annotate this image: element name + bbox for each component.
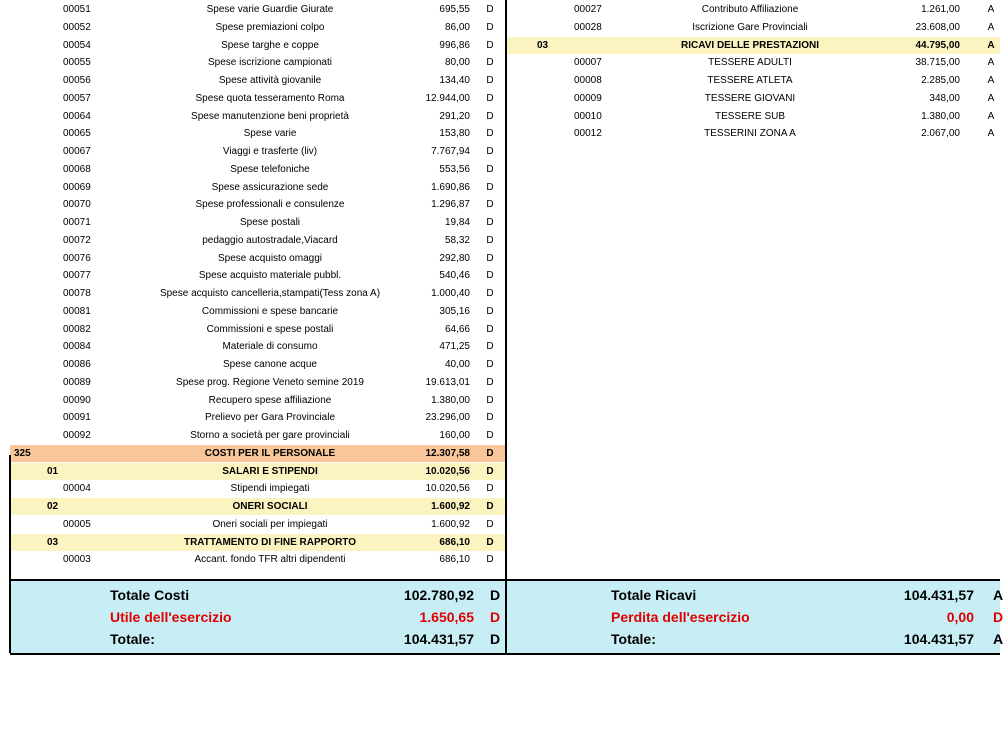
- account-description: Spese postali: [239, 217, 301, 228]
- account-amount: 540,46: [439, 270, 470, 282]
- total-row: [0, 584, 1003, 606]
- debit-credit: A: [987, 39, 995, 51]
- account-sublevel: 01: [47, 465, 59, 477]
- account-code: 00003: [63, 554, 91, 566]
- account-description: pedaggio autostradale,Viacard: [202, 234, 338, 246]
- account-amount: 23.296,00: [425, 412, 470, 424]
- ledger-row: [10, 196, 505, 213]
- account-amount: 10.020,56: [425, 465, 470, 477]
- ledger-row: [10, 250, 505, 267]
- total-revenues-amount: 104.431,57: [903, 587, 974, 603]
- debit-credit: D: [486, 483, 494, 495]
- profit-amount: 1.650,65: [419, 609, 474, 625]
- account-amount: 12.307,58: [425, 447, 470, 459]
- account-amount: 19,84: [444, 217, 470, 228]
- debit-credit: D: [486, 447, 494, 459]
- debit-credit: D: [486, 128, 494, 140]
- ledger-row: [10, 54, 505, 71]
- account-code: 00090: [63, 394, 91, 406]
- account-description: Spese manutenzione beni proprietà: [191, 110, 349, 122]
- account-amount: 2.067,00: [921, 128, 960, 140]
- account-amount: 686,10: [439, 554, 470, 566]
- debit-credit: D: [486, 92, 494, 104]
- account-code: 00086: [63, 359, 91, 370]
- debit-credit: A: [987, 128, 995, 140]
- ledger-row: [10, 321, 505, 338]
- account-code: 00004: [63, 483, 91, 495]
- account-code: 00089: [63, 376, 91, 388]
- account-code: 00012: [574, 128, 602, 140]
- account-code: 00055: [63, 57, 91, 69]
- account-amount: 160,00: [439, 430, 470, 441]
- debit-credit: D: [486, 146, 494, 157]
- ledger-row: [10, 1, 505, 18]
- account-level: 325: [14, 447, 31, 459]
- account-description: Viaggi e trasferte (liv): [222, 146, 318, 157]
- loss-label: Perdita dell'esercizio: [611, 609, 750, 625]
- account-description: Spese varie: [243, 128, 297, 140]
- account-code: 00076: [63, 252, 91, 264]
- account-code: 00072: [63, 234, 91, 246]
- account-amount: 7.767,94: [431, 146, 470, 157]
- account-description: RICAVI DELLE PRESTAZIONI: [681, 39, 819, 51]
- ledger-row: [507, 54, 1000, 71]
- account-code: 00070: [63, 199, 91, 211]
- debit-credit: D: [486, 57, 494, 69]
- total-costs-label: Totale Costi: [110, 587, 190, 603]
- ledger-row: [10, 72, 505, 89]
- total-revenues-dc: A: [993, 587, 1003, 603]
- debit-credit: D: [486, 288, 494, 299]
- debit-credit: D: [486, 323, 494, 335]
- account-code: 00077: [63, 270, 91, 282]
- account-description: Spese targhe e coppe: [221, 39, 319, 51]
- account-amount: 1.600,92: [431, 501, 470, 512]
- account-description: Spese telefoniche: [230, 163, 310, 175]
- account-amount: 1.261,00: [921, 4, 960, 15]
- account-code: 00064: [63, 110, 91, 122]
- account-amount: 80,00: [444, 57, 470, 69]
- total-costs-amount: 102.780,92: [403, 587, 474, 603]
- account-amount: 1.690,86: [431, 181, 470, 193]
- account-code: 00028: [574, 21, 602, 33]
- account-code: 00092: [63, 430, 91, 441]
- ledger-row: [10, 214, 505, 231]
- account-code: 00057: [63, 92, 91, 104]
- ledger-row: [10, 480, 505, 497]
- account-description: TESSERINI ZONA A: [704, 128, 796, 140]
- account-amount: 153,80: [439, 128, 470, 140]
- ledger-row: [507, 72, 1000, 89]
- grand-total-row: [0, 628, 1003, 650]
- ledger-row: [507, 1, 1000, 18]
- account-description: Spese quota tesseramento Roma: [195, 92, 345, 104]
- account-description: Spese prog. Regione Veneto semine 2019: [176, 376, 364, 388]
- account-code: 00052: [63, 21, 91, 33]
- account-description: Iscrizione Gare Provinciali: [692, 21, 808, 33]
- account-code: 00069: [63, 181, 91, 193]
- debit-credit: D: [486, 163, 494, 175]
- ledger-row: [10, 125, 505, 142]
- account-description: Spese acquisto materiale pubbl.: [198, 270, 342, 282]
- account-amount: 64,66: [444, 323, 470, 335]
- center-divider: [505, 0, 507, 653]
- account-amount: 291,20: [439, 110, 470, 122]
- ledger-row: [10, 427, 505, 444]
- account-amount: 23.608,00: [915, 21, 960, 33]
- loss-dc: D: [993, 609, 1003, 625]
- account-amount: 695,55: [439, 4, 470, 15]
- account-code: 00078: [63, 288, 91, 299]
- account-amount: 1.000,40: [431, 288, 470, 299]
- debit-credit: A: [987, 75, 995, 86]
- debit-credit: D: [486, 536, 494, 548]
- debit-credit: D: [486, 501, 494, 512]
- ledger-row: [10, 409, 505, 426]
- account-amount: 686,10: [439, 536, 470, 548]
- ledger-row: [10, 374, 505, 391]
- account-group-row: [10, 445, 505, 462]
- account-code: 00027: [574, 4, 602, 15]
- account-amount: 40,00: [444, 359, 470, 370]
- debit-credit: D: [486, 412, 494, 424]
- debit-credit: A: [987, 21, 995, 33]
- ledger-row: [10, 267, 505, 284]
- account-description: COSTI PER IL PERSONALE: [204, 447, 336, 459]
- ledger-row: [10, 338, 505, 355]
- account-code: 00068: [63, 163, 91, 175]
- account-code: 00065: [63, 128, 91, 140]
- account-amount: 1.380,00: [921, 110, 960, 122]
- account-sublevel: 03: [47, 536, 59, 548]
- account-description: Commissioni e spese postali: [206, 323, 334, 335]
- totals-bottom-rule: [10, 653, 1000, 655]
- account-subgroup-row: [507, 37, 1000, 54]
- debit-credit: D: [486, 518, 494, 530]
- total-costs-dc: D: [490, 587, 501, 603]
- ledger-row: [10, 303, 505, 320]
- debit-credit: D: [486, 376, 494, 388]
- debit-credit: D: [486, 181, 494, 193]
- account-amount: 553,56: [439, 163, 470, 175]
- account-code: 00005: [63, 518, 91, 530]
- debit-credit: D: [486, 359, 494, 370]
- debit-credit: D: [486, 554, 494, 566]
- account-code: 00009: [574, 92, 602, 104]
- account-amount: 292,80: [439, 252, 470, 264]
- debit-credit: D: [486, 4, 494, 15]
- ledger-row: [507, 108, 1000, 125]
- debit-credit: A: [987, 92, 995, 104]
- debit-credit: D: [486, 305, 494, 317]
- account-code: 00067: [63, 146, 91, 157]
- account-code: 00082: [63, 323, 91, 335]
- grand-total-right-amount: 104.431,57: [903, 631, 974, 647]
- debit-credit: A: [987, 57, 995, 69]
- account-description: Accant. fondo TFR altri dipendenti: [194, 554, 346, 566]
- debit-credit: D: [486, 217, 494, 228]
- account-amount: 10.020,56: [425, 483, 470, 495]
- account-description: Spese acquisto cancelleria,stampati(Tess zona A): [159, 288, 381, 299]
- ledger-row: [507, 90, 1000, 107]
- account-description: TESSERE SUB: [714, 110, 786, 122]
- account-description: Storno a società per gare provinciali: [190, 430, 350, 441]
- account-description: ONERI SOCIALI: [232, 501, 308, 512]
- grand-total-left-dc: D: [490, 631, 501, 647]
- account-amount: 19.613,01: [425, 376, 470, 388]
- account-code: 00054: [63, 39, 91, 51]
- account-description: TESSERE GIOVANI: [704, 92, 796, 104]
- ledger-row: [10, 90, 505, 107]
- ledger-row: [10, 108, 505, 125]
- grand-total-right-dc: A: [993, 631, 1003, 647]
- grand-total-left-amount: 104.431,57: [403, 631, 474, 647]
- ledger-row: [10, 37, 505, 54]
- account-description: Spese professionali e consulenze: [195, 199, 345, 211]
- debit-credit: D: [486, 465, 494, 477]
- account-subgroup-row: [10, 498, 505, 515]
- ledger-row: [10, 179, 505, 196]
- ledger-row: [507, 125, 1000, 142]
- account-description: Recupero spese affiliazione: [208, 394, 332, 406]
- debit-credit: D: [486, 110, 494, 122]
- account-description: SALARI E STIPENDI: [222, 465, 318, 477]
- account-code: 00051: [63, 4, 91, 15]
- account-description: Spese assicurazione sede: [211, 181, 329, 193]
- account-description: Spese premiazioni colpo: [215, 21, 325, 33]
- account-amount: 86,00: [444, 21, 470, 33]
- account-description: Prelievo per Gara Provinciale: [204, 412, 336, 424]
- ledger-row: [10, 232, 505, 249]
- debit-credit: D: [486, 252, 494, 264]
- account-amount: 348,00: [929, 92, 960, 104]
- total-revenues-label: Totale Ricavi: [611, 587, 697, 603]
- debit-credit: D: [486, 234, 494, 246]
- account-amount: 996,86: [439, 39, 470, 51]
- account-description: Stipendi impiegati: [230, 483, 310, 495]
- ledger-row: [10, 143, 505, 160]
- account-code: 00008: [574, 75, 602, 86]
- debit-credit: D: [486, 341, 494, 353]
- account-code: 00007: [574, 57, 602, 69]
- account-description: Contributo Affiliazione: [701, 4, 799, 15]
- account-amount: 305,16: [439, 305, 470, 317]
- account-description: TESSERE ADULTI: [708, 57, 792, 69]
- ledger-row: [10, 551, 505, 568]
- account-amount: 38.715,00: [915, 57, 960, 69]
- account-amount: 1.380,00: [431, 394, 470, 406]
- profit-dc: D: [490, 609, 501, 625]
- account-sublevel: 02: [47, 501, 59, 512]
- account-amount: 1.600,92: [431, 518, 470, 530]
- ledger-row: [10, 356, 505, 373]
- ledger-row: [10, 285, 505, 302]
- debit-credit: D: [486, 270, 494, 282]
- grand-total-left-label: Totale:: [110, 631, 155, 647]
- account-amount: 12.944,00: [425, 92, 470, 104]
- ledger-row: [507, 19, 1000, 36]
- account-description: Spese acquisto omaggi: [218, 252, 322, 264]
- ledger-row: [10, 161, 505, 178]
- ledger-row: [10, 19, 505, 36]
- account-subgroup-row: [10, 534, 505, 551]
- account-amount: 1.296,87: [431, 199, 470, 211]
- account-code: 00091: [63, 412, 91, 424]
- account-amount: 2.285,00: [921, 75, 960, 86]
- account-code: 00071: [63, 217, 91, 228]
- account-subgroup-row: [10, 463, 505, 480]
- debit-credit: A: [987, 4, 995, 15]
- account-description: Spese attività giovanile: [218, 75, 322, 86]
- ledger-row: [10, 392, 505, 409]
- account-code: 00056: [63, 75, 91, 86]
- loss-amount: 0,00: [946, 609, 974, 625]
- account-description: Spese canone acque: [223, 359, 317, 370]
- account-description: Materiale di consumo: [222, 341, 318, 353]
- ledger-row: [10, 516, 505, 533]
- profit-label: Utile dell'esercizio: [110, 609, 232, 625]
- debit-credit: D: [486, 39, 494, 51]
- debit-credit: D: [486, 394, 494, 406]
- account-code: 00010: [574, 110, 602, 122]
- account-description: Spese iscrizione campionati: [208, 57, 332, 69]
- account-description: Oneri sociali per impiegati: [212, 518, 328, 530]
- account-amount: 134,40: [439, 75, 470, 86]
- debit-credit: D: [486, 75, 494, 86]
- account-amount: 471,25: [439, 341, 470, 353]
- result-row: [0, 606, 1003, 628]
- account-code: 00081: [63, 305, 91, 317]
- grand-total-right-label: Totale:: [611, 631, 656, 647]
- account-description: Commissioni e spese bancarie: [201, 305, 339, 317]
- account-code: 00084: [63, 341, 91, 353]
- debit-credit: A: [987, 110, 995, 122]
- account-amount: 58,32: [444, 234, 470, 246]
- debit-credit: D: [486, 21, 494, 33]
- debit-credit: D: [486, 430, 494, 441]
- account-description: Spese varie Guardie Giurate: [206, 4, 334, 15]
- account-amount: 44.795,00: [915, 39, 960, 51]
- debit-credit: D: [486, 199, 494, 211]
- account-description: TRATTAMENTO DI FINE RAPPORTO: [183, 536, 357, 548]
- account-description: TESSERE ATLETA: [707, 75, 793, 86]
- account-sublevel: 03: [537, 39, 549, 51]
